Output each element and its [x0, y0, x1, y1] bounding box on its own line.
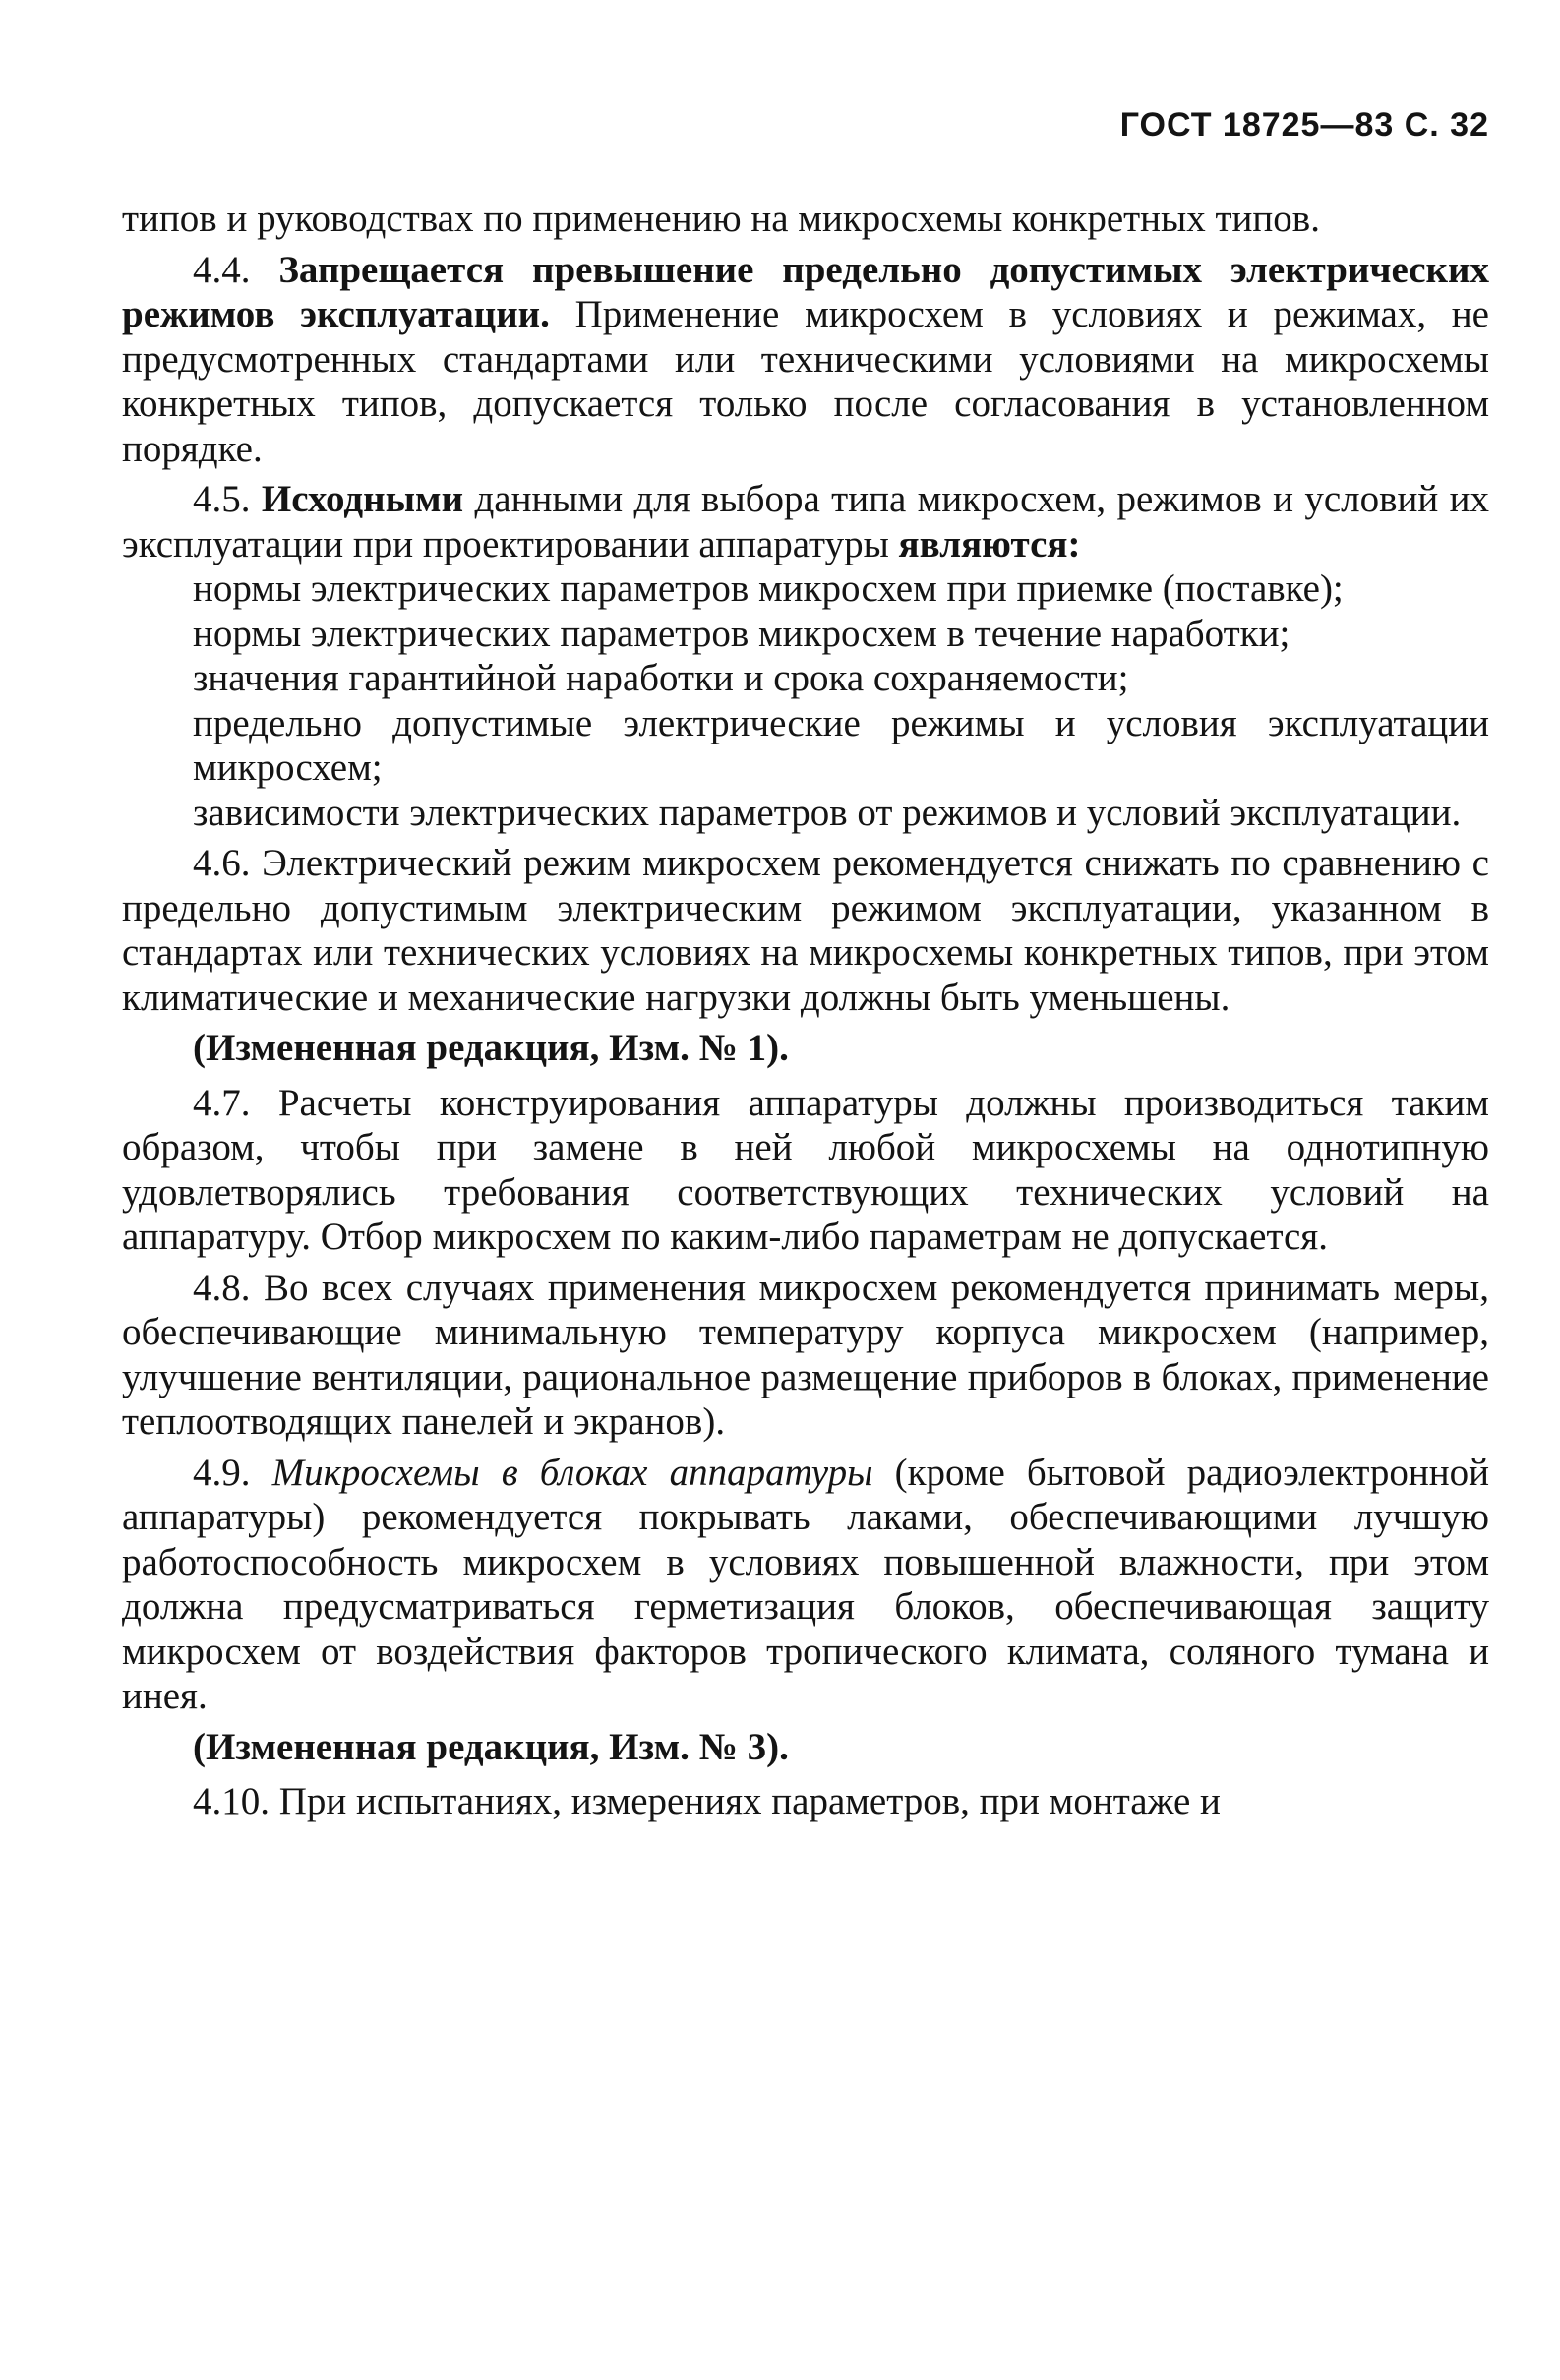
- paragraph-continuation: типов и руководствах по применению на микросхемы конкретных типов.: [122, 198, 1320, 240]
- clause-emphasis: Запрещается превышение предельно допустимых электрических режимов эксплуатации.: [122, 248, 1489, 335]
- paragraph-4-6: 4.6. Электрический режим микросхем рекомендуется снижать по сравнению с предельно допустимым электрическим режимом эксплуатации, указанном в стандартах или технических условиях на микросхемы конкретных типов, при этом климатические и механические нагрузки должны быть уменьшены.: [122, 842, 1489, 1019]
- list-item: нормы электрических параметров микросхем в течение наработки;: [193, 612, 1290, 655]
- list-item: предельно допустимые электрические режимы и условия эксплуатации микросхем;: [193, 701, 1489, 789]
- clause-italic: Микросхемы в блоках аппаратуры: [271, 1451, 873, 1494]
- page-header: ГОСТ 18725—83 С. 32: [1119, 106, 1489, 144]
- paragraph-4-8: 4.8. Во всех случаях применения микросхем рекомендуется принимать меры, обеспечивающие минимальную температуру корпуса микросхем (например, улучшение вентиляции, рациональное размещение приборов в блоках, применение теплоотводящих панелей и экранов).: [122, 1266, 1489, 1443]
- paragraph-4-9: [122, 1451, 1489, 1719]
- list-item: нормы электрических параметров микросхем при приемке (поставке);: [193, 567, 1344, 610]
- clause-text: Применение микросхем в условиях и режимах, не предусмотренных стандартами или техническими условиями на микросхемы конкретных типов, допускается только после согласования в установленном порядке.: [122, 293, 1489, 470]
- paragraph-4-5: [122, 477, 1489, 566]
- clause-emphasis: Исходными: [261, 478, 464, 520]
- clause-number: 4.4.: [193, 248, 251, 291]
- list-item: значения гарантийной наработки и срока сохраняемости;: [193, 657, 1129, 699]
- amendment-note-3: (Измененная редакция, Изм. № 3).: [193, 1725, 789, 1768]
- paragraph-4-7: 4.7. Расчеты конструирования аппаратуры должны производиться таким образом, чтобы при замене в ней любой микросхемы на однотипную удовлетворялись требования соответствующих технических условий на аппаратуру. Отбор микросхем по каким-либо параметрам не допускается.: [122, 1081, 1489, 1258]
- document-body: [122, 197, 1489, 1824]
- clause-text: (кроме бытовой радиоэлектронной аппаратуры) рекомендуется покрывать лаками, обеспечивающими лучшую работоспособность микросхем в условиях повышенной влажности, при этом должна предусматриваться герметизация блоков, обеспечивающая защиту микросхем от воздействия факторов тропического климата, соляного тумана и инея.: [122, 1451, 1490, 1717]
- paragraph-4-10: 4.10. При испытаниях, измерениях параметров, при монтаже и: [193, 1780, 1221, 1822]
- clause-text: данными для выбора типа микросхем, режимов и условий их эксплуатации при проектировании аппаратуры: [122, 478, 1489, 565]
- clause-number: 4.9.: [193, 1451, 251, 1494]
- input-data-list: [122, 566, 1489, 835]
- paragraph-4-4: [122, 248, 1489, 472]
- clause-emphasis-2: являются:: [898, 522, 1081, 565]
- clause-number: 4.5.: [193, 478, 251, 520]
- list-item: зависимости электрических параметров от режимов и условий эксплуатации.: [193, 791, 1462, 834]
- amendment-note-1: (Измененная редакция, Изм. № 1).: [193, 1027, 789, 1069]
